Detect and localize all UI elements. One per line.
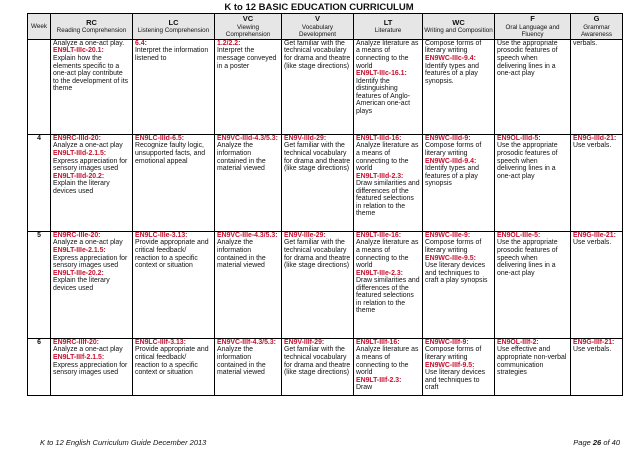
competency-code: EN9LT-IIId-2.3: [356, 172, 404, 180]
competency-cell [215, 39, 282, 134]
column-header-wc [423, 14, 495, 40]
column-label: Week [31, 22, 47, 30]
competency-cell [215, 231, 282, 338]
competency-code: EN9LT-IIIc-20.1: [53, 47, 104, 55]
column-code: V [314, 14, 320, 23]
competency-text: Identify the distinguishing features of Anglo-American one-act plays [356, 77, 411, 115]
competency-cell [51, 39, 133, 134]
competency-text: Use verbals. [573, 239, 612, 247]
competency-code: EN9RC-IIIe-20: [53, 231, 101, 239]
competency-code: EN9G-IIIe-21: [573, 231, 616, 239]
table-row [28, 134, 623, 231]
footer-page-number [573, 438, 620, 447]
competency-cell [133, 39, 215, 134]
competency-cell [133, 231, 215, 338]
column-label: Reading Comprehension [56, 27, 127, 35]
competency-text: Express appreciation for sensory images used [53, 254, 128, 270]
competency-cell [282, 338, 354, 395]
competency-text: Analyze literature as a means of connecting to the world [356, 346, 419, 377]
column-code: LT [383, 17, 393, 27]
competency-text: Express appreciation for sensory images used [53, 157, 128, 173]
table-row [28, 338, 623, 395]
header-row [28, 14, 623, 40]
competency-cell [51, 231, 133, 338]
competency-cell [133, 134, 215, 231]
column-header-lt [354, 14, 423, 40]
competency-text: Analyze the information contained in the material viewed [217, 346, 266, 377]
competency-text: Analyze literature as a means of connecting to the world [356, 142, 419, 173]
competency-code: EN9LC-IIId-6.5: [135, 134, 185, 142]
competency-cell [423, 39, 495, 134]
competency-text: Use the appropriate prosodic features of speech when delivering lines in a one-act play [497, 239, 558, 277]
competency-text: Use the appropriate prosodic features of speech when delivering lines in a one-act play [497, 142, 558, 180]
competency-code: 1.2/2.2: [217, 39, 241, 47]
competency-code: EN9V-IIId-29: [284, 134, 327, 142]
competency-text: Interpret the information listened to [135, 47, 209, 62]
page-prefix: Page [573, 438, 593, 447]
column-header-lc [133, 14, 215, 40]
competency-text: Use literary devices and techniques to craft [425, 369, 486, 392]
competency-text: Explain the literary devices used [53, 180, 110, 195]
competency-text: Use effective and appropriate non-verbal communication strategies [497, 346, 567, 377]
competency-cell [495, 39, 571, 134]
column-label: Literature [374, 27, 402, 35]
document-title: K to 12 BASIC EDUCATION CURRICULUM [224, 2, 414, 13]
competency-text: Analyze a one-act play [53, 142, 123, 150]
competency-code: EN9VC-IIId-4.3/5.3: [217, 134, 278, 142]
competency-code: EN9LC-IIIe-3.13: [135, 231, 188, 239]
column-label: Vocabulary Development [298, 23, 337, 38]
competency-code: EN9LT-IIId-16: [356, 134, 402, 142]
competency-text: Draw similarities and differences of the featured selections in relation to the theme [356, 277, 420, 315]
competency-cell [215, 134, 282, 231]
competency-text: Recognize faulty logic, unsupported facts, and emotional appeal [135, 142, 206, 165]
competency-code: EN9WC-IIIf-9.5: [425, 361, 475, 369]
footer-guide-title: K to 12 English Curriculum Guide December 2013 [40, 438, 207, 447]
competency-code: EN9LT-IIIe-2.3: [356, 269, 403, 277]
competency-text: Analyze the information contained in the material viewed [217, 239, 266, 270]
competency-code: EN9LT-IIIc-16.1: [356, 70, 407, 78]
curriculum-table [27, 13, 623, 396]
competency-code: EN9LT-IIId-2.1.5: [53, 150, 107, 157]
competency-code: EN9LT-IIIf-2.3: [356, 376, 402, 384]
competency-text: Analyze a one-act play [53, 346, 123, 354]
competency-cell [354, 231, 423, 338]
competency-text: Analyze the information contained in the material viewed [217, 142, 266, 173]
competency-text: Get familiar with the technical vocabulary for drama and theatre (like stage directions) [284, 346, 351, 377]
column-code: F [530, 14, 535, 23]
competency-text: Compose forms of literary writing [425, 39, 482, 55]
competency-code: EN9WC-IIIf-9: [425, 338, 469, 346]
competency-text: Compose forms of literary writing [425, 346, 482, 361]
column-label: Listening Comprehension [137, 27, 210, 35]
table-row [28, 231, 623, 338]
competency-cell [215, 338, 282, 395]
competency-code: EN9LT-IIIe-16: [356, 231, 402, 239]
table-row [28, 39, 623, 134]
competency-text: Analyze a one-act play. [53, 39, 125, 47]
competency-cell [354, 338, 423, 395]
week-number: 4 [28, 134, 51, 231]
competency-code: EN9LT-IIIf-2.1.5: [53, 354, 105, 361]
column-label: Writing and Composition [424, 27, 493, 35]
competency-text: Get familiar with the technical vocabulary for drama and theatre (like stage directions) [284, 39, 351, 70]
competency-code: EN9RC-IIId-20: [53, 134, 101, 142]
competency-code: EN9V-IIIe-29: [284, 231, 326, 239]
competency-text: Analyze a one-act play [53, 239, 123, 247]
competency-code: EN9OL-IIId-5: [497, 134, 541, 142]
competency-text: Identify types and features of a play synopsis. [425, 62, 480, 85]
column-code: RC [86, 17, 97, 27]
competency-code: EN9RC-IIIf-20: [53, 338, 99, 346]
competency-code: EN9OL-IIIe-5: [497, 231, 541, 239]
competency-code: 6.4: [135, 39, 147, 47]
competency-cell [282, 134, 354, 231]
competency-text: Use verbals. [573, 142, 612, 150]
table-body [28, 39, 623, 395]
competency-text: Use verbals. [573, 346, 612, 354]
competency-cell [51, 134, 133, 231]
competency-cell [133, 338, 215, 395]
column-header-v [282, 14, 354, 40]
page-current: 26 [592, 438, 602, 447]
competency-text: Use literary devices and techniques to craft a play synopsis [425, 262, 488, 285]
column-code: G [593, 14, 600, 23]
competency-code: EN9WC-IIId-9.4: [425, 157, 477, 165]
column-code: LC [168, 17, 179, 27]
competency-code: EN9OL-IIIf-2: [497, 338, 539, 346]
competency-text: Get familiar with the technical vocabulary for drama and theatre (like stage directions) [284, 239, 351, 270]
competency-code: EN9LT-IIIf-16: [356, 338, 400, 346]
column-header-f [495, 14, 571, 40]
competency-cell [51, 338, 133, 395]
competency-text: Draw similarities and differences of the featured selections in relation to the theme [356, 180, 420, 218]
competency-code: EN9WC-IIIe-9.5: [425, 254, 476, 262]
week-number [28, 39, 51, 134]
column-code: WC [452, 17, 465, 27]
competency-cell [423, 231, 495, 338]
column-label: Grammar Awareness [580, 23, 613, 38]
column-label: Viewing Comprehension [225, 23, 271, 38]
competency-cell [423, 134, 495, 231]
week-number: 5 [28, 231, 51, 338]
competency-code: EN9VC-IIIe-4.3/5.3: [217, 231, 278, 239]
competency-cell [282, 39, 354, 134]
competency-cell [571, 338, 623, 395]
competency-text: Interpret the message conveyed in a poster [217, 47, 277, 70]
competency-text: verbals. [573, 39, 598, 47]
column-label: Oral Language and Fluency [505, 23, 560, 38]
competency-code: EN9LT-IIIe-20.2: [53, 269, 104, 277]
column-header-vc [215, 14, 282, 40]
competency-text: Explain how the elements specific to a one-act play contribute to the development of its theme [53, 55, 129, 93]
competency-code: EN9G-IIId-21: [573, 134, 617, 142]
competency-cell [495, 338, 571, 395]
column-header-rc [51, 14, 133, 40]
competency-text: Draw [356, 384, 373, 392]
competency-cell [354, 39, 423, 134]
competency-text: Explain the literary devices used [53, 277, 110, 292]
competency-text: Identify types and features of a play synopsis [425, 165, 480, 188]
competency-text: Provide appropriate and critical feedback/ reaction to a specific context or situation [135, 346, 209, 377]
competency-text: Provide appropriate and critical feedback/ reaction to a specific context or situation [135, 239, 209, 270]
competency-cell [571, 39, 623, 134]
competency-code: EN9LC-IIIf-3.13: [135, 338, 186, 346]
competency-cell [282, 231, 354, 338]
competency-text: Compose forms of literary writing [425, 239, 482, 254]
competency-cell [495, 231, 571, 338]
competency-cell [571, 231, 623, 338]
competency-code: EN9WC-IIId-9: [425, 134, 471, 142]
competency-text: Use the appropriate prosodic features of speech when delivering lines in a one-act play [497, 39, 558, 78]
competency-code: EN9G-IIIf-21: [573, 338, 615, 346]
competency-text: Express appreciation for sensory images used [53, 361, 128, 377]
competency-cell [423, 338, 495, 395]
column-code: VC [242, 14, 254, 23]
column-header-week [28, 14, 51, 40]
competency-code: EN9VC-IIIf-4.3/5.3: [217, 338, 276, 346]
competency-cell [495, 134, 571, 231]
competency-text: Analyze literature as a means of connecting to the world [356, 239, 419, 270]
competency-code: EN9V-IIIf-29: [284, 338, 325, 346]
page-total: of 40 [601, 438, 620, 447]
competency-text: Analyze literature as a means of connecting to the world [356, 39, 419, 70]
competency-code: EN9WC-IIIc-9.4: [425, 55, 476, 62]
column-header-g [571, 14, 623, 40]
competency-text: Compose forms of literary writing [425, 142, 482, 157]
competency-cell [354, 134, 423, 231]
competency-code: EN9LT-IIIe-2.1.5: [53, 247, 106, 254]
competency-text: Get familiar with the technical vocabulary for drama and theatre (like stage directions) [284, 142, 351, 173]
competency-cell [571, 134, 623, 231]
week-number: 6 [28, 338, 51, 395]
competency-code: EN9LT-IIId-20.2: [53, 172, 105, 180]
competency-code: EN9WC-IIIe-9: [425, 231, 471, 239]
